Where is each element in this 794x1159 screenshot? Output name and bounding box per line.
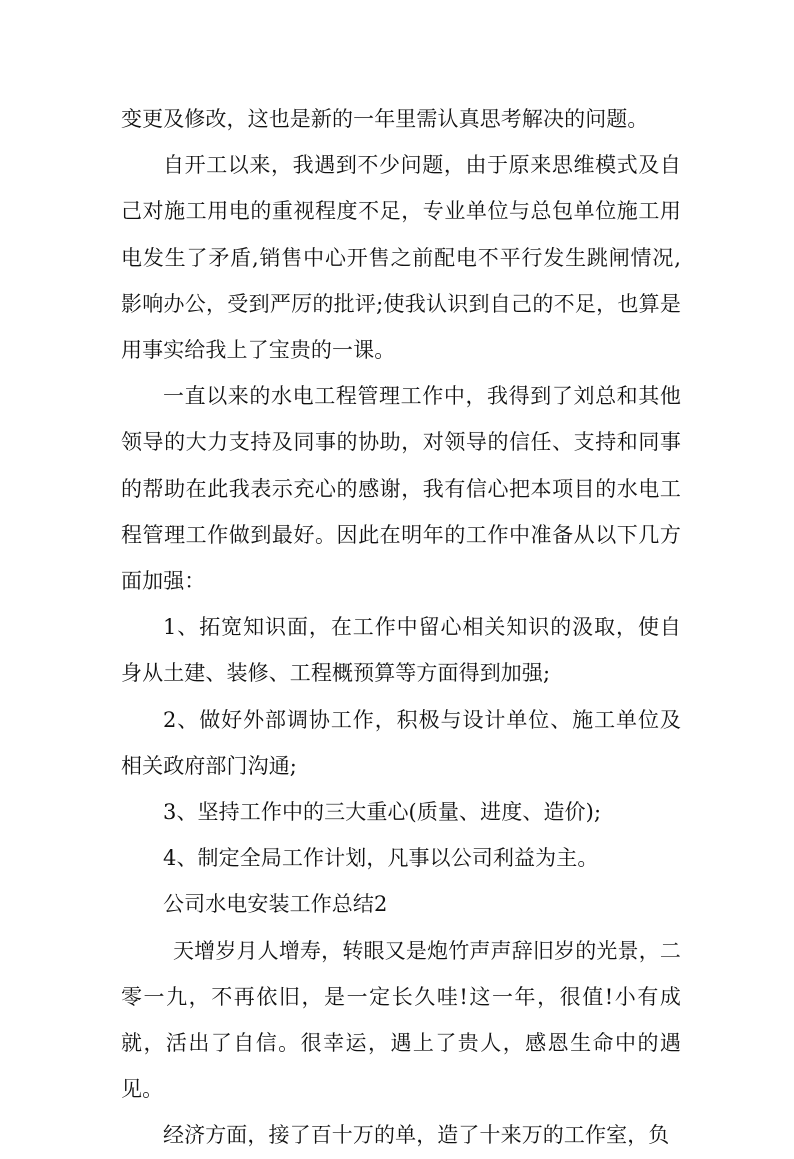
paragraph-5: 经济方面，接了百十万的单，造了十来万的工作室，负 — [163, 1123, 670, 1148]
paragraph-3: 一直以来的水电工程管理工作中，我得到了刘总和其他领导的大力支持及同事的协助，对领导的信任、支持和同事的帮助在此我表示充心的感谢，我有信心把本项目的水电工程管理工作做到最好。因此在明年的工作中准备从以下几方面加强： — [121, 384, 681, 594]
list-item-4: 4、制定全局工作计划，凡事以公司利益为主。 — [163, 846, 599, 871]
list-item-2: 2、做好外部调协工作，积极与设计单位、施工单位及相关政府部门沟通; — [121, 707, 681, 778]
paragraph-4: 天增岁月人增寿，转眼又是炮竹声声辞旧岁的光景，二零一九，不再依旧，是一定长久哇!这一年，很值!小有成就，活出了自信。很幸运，遇上了贵人，感恩生命中的遇见。 — [121, 938, 681, 1102]
section-heading: 公司水电安装工作总结2 — [163, 892, 388, 917]
list-item-1: 1、拓宽知识面，在工作中留心相关知识的汲取，使自身从土建、装修、工程概预算等方面得到加强; — [121, 615, 681, 686]
list-item-3: 3、坚持工作中的三大重心(质量、进度、造价); — [163, 800, 602, 825]
paragraph-1: 变更及修改，这也是新的一年里需认真思考解决的问题。 — [121, 107, 649, 131]
paragraph-2: 自开工以来，我遇到不少问题，由于原来思维模式及自己对施工用电的重视程度不足，专业单位与总包单位施工用电发生了矛盾,销售中心开售之前配电不平行发生跳闸情况,影响办公，受到严厉的批评;使我认识到自己的不足，也算是用事实给我上了宝贵的一课。 — [121, 153, 681, 363]
document-body — [121, 96, 681, 1159]
